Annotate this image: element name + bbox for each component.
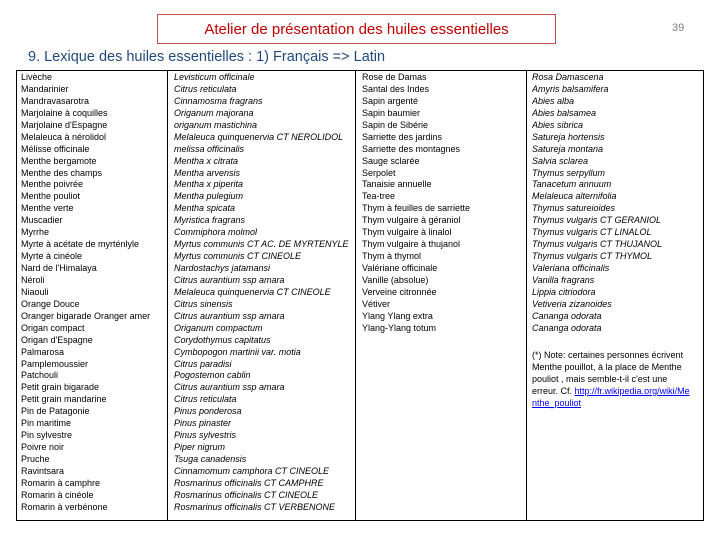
lexicon-entry: Citrus aurantium ssp amara	[174, 382, 285, 393]
lexicon-entry: Mandarinier	[21, 83, 69, 94]
lexicon-entry: Salvia sclarea	[532, 155, 589, 166]
latin-names-column-2	[532, 72, 700, 335]
lexicon-entry: Rosmarinus officinalis CT CINEOLE	[174, 489, 319, 500]
lexicon-entry: Melaleuca alternifolia	[532, 191, 617, 202]
lexicon-entry: Lippia citriodora	[532, 286, 596, 297]
lexicon-entry: Myristica fragrans	[174, 215, 246, 226]
lexicon-entry: Myrrhe	[21, 227, 50, 238]
footnote	[532, 350, 692, 410]
lexicon-entry: Muscadier	[21, 215, 63, 226]
lexicon-entry: Citrus aurantium ssp amara	[174, 310, 285, 321]
lexicon-entry: Myrtus communis CT AC. DE MYRTENYLE	[174, 239, 349, 250]
lexicon-entry: Petit grain mandarine	[21, 394, 107, 405]
lexicon-entry: Sapin de Sibérie	[362, 119, 429, 130]
lexicon-entry: Pamplemoussier	[21, 358, 89, 369]
french-names-column-1	[21, 72, 161, 514]
lexicon-entry: Amyris balsamifera	[532, 83, 609, 94]
lexicon-entry: Cinnamomum camphora CT CINEOLE	[174, 465, 330, 476]
lexicon-entry: Pogostemon cablin	[174, 370, 251, 381]
lexicon-entry: Thymus serpyllum	[532, 167, 606, 178]
lexicon-entry: Menthe des champs	[21, 167, 103, 178]
lexicon-entry: Nardostachys jatamansi	[174, 263, 271, 273]
latin-names-column-1	[174, 72, 356, 514]
lexicon-entry: Melaleuca à nérolidol	[21, 131, 107, 142]
lexicon-entry: Menthe bergamote	[21, 155, 97, 166]
lexicon-entry: Thymus vulgaris CT THYMOL	[532, 251, 653, 262]
lexicon-entry: Pin sylvestre	[21, 430, 73, 441]
lexicon-entry: Mentha arvensis	[174, 167, 241, 178]
lexicon-entry: Sarriette des jardins	[362, 131, 443, 142]
lexicon-entry: Citrus sinensis	[174, 298, 233, 309]
lexicon-entry: Mentha x citrata	[174, 155, 239, 166]
lexicon-entry: Orange Douce	[21, 298, 80, 309]
lexicon-entry: Pin de Patagonie	[21, 406, 90, 417]
lexicon-entry: Rosa Damascena	[532, 72, 604, 82]
lexicon-entry: Sapin baumier	[362, 107, 421, 118]
lexicon-entry: Levisticum officinale	[174, 72, 255, 82]
lexicon-entry: Commiphora molmol	[174, 227, 258, 238]
lexicon-entry: Mentha x piperita	[174, 179, 244, 190]
lexicon-entry: Myrtus communis CT CINEOLE	[174, 251, 302, 262]
lexicon-entry: Menthe verte	[21, 203, 74, 214]
lexicon-entry: Néroli	[21, 274, 45, 285]
lexicon-entry: Tsuga canadensis	[174, 454, 247, 464]
lexicon-entry: melissa officinalis	[174, 143, 245, 154]
lexicon-entry: Melaleuca quinquenervia CT NEROLIDOL	[174, 131, 344, 142]
lexicon-entry: Abies alba	[532, 95, 575, 106]
lexicon-entry: Niaouli	[21, 286, 49, 297]
lexicon-entry: Origan compact	[21, 322, 85, 333]
lexicon-entry: Thymus satureioides	[532, 203, 616, 214]
lexicon-entry: Marjolaine d'Espagne	[21, 119, 108, 130]
lexicon-entry: Corydothymus capitatus	[174, 334, 271, 345]
lexicon-entry: Valériane officinale	[362, 263, 438, 273]
lexicon-entry: Tanacetum annuum	[532, 179, 612, 190]
lexicon-entry: Romarin à camphre	[21, 477, 101, 488]
lexicon-entry: Sauge sclarée	[362, 155, 420, 166]
lexicon-entry: Petit grain bigarade	[21, 382, 100, 393]
lexicon-entry: Palmarosa	[21, 346, 65, 357]
lexicon-entry: Ylang-Ylang totum	[362, 322, 437, 333]
lexicon-entry: Pinus ponderosa	[174, 406, 242, 417]
lexicon-entry: Poivre noir	[21, 442, 65, 453]
lexicon-entry: Mandravasarotra	[21, 95, 90, 106]
lexicon-entry: Myrte à acétate de myrténlyle	[21, 239, 140, 250]
lexicon-entry: Thym à feuilles de sarriette	[362, 203, 471, 214]
lexicon-entry: Satureja hortensis	[532, 131, 605, 142]
lexicon-entry: Thymus vulgaris CT GERANIOL	[532, 215, 662, 226]
lexicon-entry: Cananga odorata	[532, 310, 602, 321]
lexicon-entry: Romarin à verbénone	[21, 501, 108, 512]
lexicon-entry: Romarin à cinéole	[21, 489, 94, 500]
lexicon-entry: Pruche	[21, 454, 50, 464]
lexicon-entry: Origanum majorana	[174, 107, 254, 118]
lexicon-entry: Sapin argenté	[362, 95, 419, 106]
lexicon-entry: Melaleuca quinquenervia CT CINEOLE	[174, 286, 331, 297]
lexicon-entry: Nard de l'Himalaya	[21, 263, 97, 273]
lexicon-entry: Patchouli	[21, 370, 59, 381]
lexicon-entry: Oranger bigarade Oranger amer	[21, 310, 151, 321]
lexicon-entry: Vétiver	[362, 298, 391, 309]
lexicon-entry: Ravintsara	[21, 465, 65, 476]
column-divider	[167, 70, 168, 521]
lexicon-entry: Sarriette des montagnes	[362, 143, 461, 154]
lexicon-entry: Cinnamosma fragrans	[174, 95, 263, 106]
lexicon-entry: Cananga odorata	[532, 322, 602, 333]
lexicon-entry: Citrus reticulata	[174, 83, 237, 94]
lexicon-entry: Rose de Damas	[362, 72, 427, 82]
lexicon-entry: Menthe pouliot	[21, 191, 81, 202]
lexicon-entry: Citrus paradisi	[174, 358, 232, 369]
lexicon-entry: Thym à thymol	[362, 251, 422, 262]
column-divider	[526, 70, 527, 521]
lexicon-entry: Mélisse officinale	[21, 143, 90, 154]
lexicon-entry: Satureja montana	[532, 143, 604, 154]
wikipedia-link[interactable]: http://fr.wikipedia.org/wiki/Menthe_pouliot	[532, 385, 690, 408]
lexicon-entry: Tanaisie annuelle	[362, 179, 432, 190]
lexicon-entry: Vanille (absolue)	[362, 274, 429, 285]
lexicon-entry: Citrus reticulata	[174, 394, 237, 405]
lexicon-entry: Pin maritime	[21, 418, 72, 429]
lexicon-entry: Serpolet	[362, 167, 396, 178]
lexicon-entry: Verveine citronnée	[362, 286, 437, 297]
lexicon-entry: Origan d'Espagne	[21, 334, 93, 345]
lexicon-entry: Citrus aurantium ssp amara	[174, 274, 285, 285]
lexicon-entry: Vanilla fragrans	[532, 274, 595, 285]
lexicon-entry: Menthe poivrée	[21, 179, 84, 190]
lexicon-entry: Rosmarinus officinalis CT CAMPHRE	[174, 477, 324, 488]
lexicon-entry: Mentha spicata	[174, 203, 236, 214]
page-number: 39	[672, 22, 685, 34]
lexicon-entry: Vetiveria zizanoides	[532, 298, 612, 309]
lexicon-entry: Thymus vulgaris CT LINALOL	[532, 227, 652, 238]
lexicon-entry: Livèche	[21, 72, 53, 82]
lexicon-entry: origanum mastichina	[174, 119, 258, 130]
lexicon-entry: Origanum compactum	[174, 322, 263, 333]
lexicon-entry: Ylang Ylang extra	[362, 310, 433, 321]
lexicon-entry: Abies sibrica	[532, 119, 584, 130]
title-box	[157, 14, 556, 44]
footnote-text: (*) Note: certaines personnes écrivent Menthe pouillot, à la place de Menthe pouliot , mais semble-t-il c'est une erreur. Cf.	[532, 350, 684, 396]
lexicon-entry: Pinus sylvestris	[174, 430, 237, 441]
lexicon-entry: Pinus pinaster	[174, 418, 232, 429]
lexicon-entry: Thym vulgaire à géraniol	[362, 215, 461, 226]
lexicon-entry: Rosmarinus officinalis CT VERBENONE	[174, 501, 336, 512]
slide-title: Atelier de présentation des huiles essentielles	[204, 20, 509, 38]
lexicon-entry: Cymbopogon martinii var. motia	[174, 346, 301, 357]
section-heading: 9. Lexique des huiles essentielles : 1) Français => Latin	[28, 49, 386, 65]
lexicon-entry: Valeriana officinalis	[532, 263, 610, 273]
lexicon-entry: Piper nigrum	[174, 442, 226, 453]
lexicon-entry: Thym vulgaire à thujanol	[362, 239, 461, 250]
lexicon-entry: Mentha pulegium	[174, 191, 244, 202]
lexicon-entry: Myrte à cinéole	[21, 251, 83, 262]
french-names-column-2	[362, 72, 522, 335]
lexicon-entry: Santal des Indes	[362, 83, 430, 94]
lexicon-entry: Abies balsamea	[532, 107, 597, 118]
lexicon-entry: Marjolaine à coquilles	[21, 107, 108, 118]
lexicon-entry: Thym vulgaire à linalol	[362, 227, 452, 238]
lexicon-entry: Tea-tree	[362, 191, 396, 202]
lexicon-entry: Thymus vulgaris CT THUJANOL	[532, 239, 663, 250]
